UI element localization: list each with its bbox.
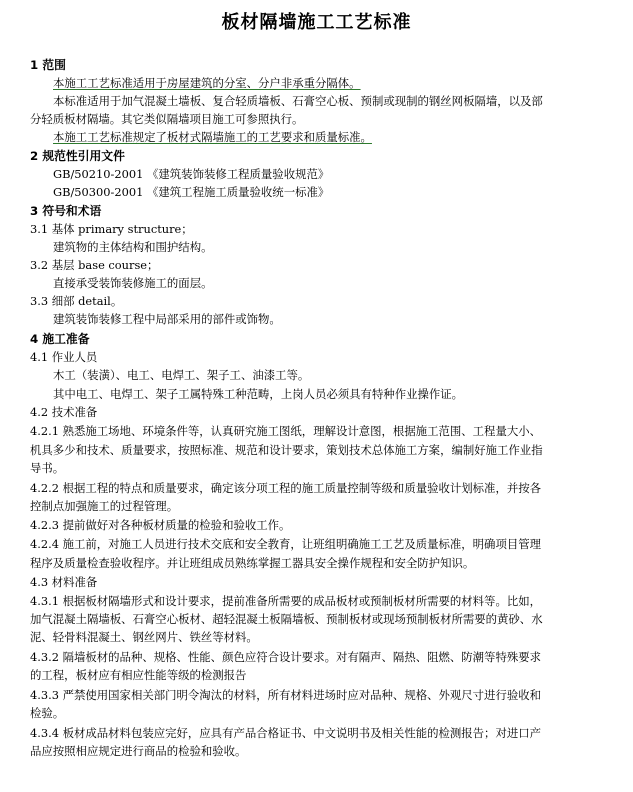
text-line: 3.3 细部 detail。 [30, 294, 123, 308]
text-line: 分轻质板材隔墙。其它类似隔墙项目施工可参照执行。 [30, 112, 304, 126]
text-line: 4.1 作业人员 [30, 350, 98, 364]
text-line: 4.3.1 根据板材隔墙形式和设计要求，提前准备所需要的成品板材或预制板材所需要的材料等。比如， [30, 594, 542, 608]
text-line: GB/50300-2001 《建筑工程施工质量验收统一标准》 [53, 185, 330, 199]
text-line: 4.2 技术准备 [30, 405, 98, 419]
document-title: 板材隔墙施工工艺标准 [221, 12, 412, 33]
section-heading: 4 施工准备 [30, 332, 90, 346]
text-line: 程序及质量检查验收程序。并让班组成员熟练掌握工器具安全操作规程和安全防护知识。 [30, 556, 475, 570]
text-line: 建筑装饰装修工程中局部采用的部件或饰物。 [53, 312, 281, 326]
text-line: 4.3.3 严禁使用国家相关部门明令淘汰的材料，所有材料进场时应对品种、规格、外观尺寸进行验收和 [30, 688, 542, 702]
text-line: 3.2 基层 base course； [30, 258, 159, 272]
text-line: 本施工工艺标准适用于房屋建筑的分室、分户非承重分隔体。 [53, 76, 361, 90]
text-line: 4.2.2 根据工程的特点和质量要求，确定该分项工程的施工质量控制等级和质量验收计划标准，并按各 [30, 481, 542, 495]
text-line: GB/50210-2001 《建筑装饰装修工程质量验收规范》 [53, 167, 330, 181]
text-line: 检验。 [30, 706, 65, 720]
text-line: 4.2.4 施工前，对施工人员进行技术交底和安全教育，让班组明确施工工艺及质量标准，明确项目管理 [30, 537, 542, 551]
text-line: 本标准适用于加气混凝土墙板、复合轻质墙板、石膏空心板、预制或现制的钢丝网板隔墙，以及部 [53, 94, 543, 108]
text-line: 3.1 基体 primary structure； [30, 222, 193, 236]
text-line: 建筑物的主体结构和围护结构。 [53, 240, 213, 254]
text-line: 控制点加强施工的过程管理。 [30, 499, 179, 513]
text-line: 的工程，板材应有相应性能等级的检测报告 [30, 668, 247, 682]
section-heading: 1 范围 [30, 58, 66, 72]
text-line: 木工（装潢）、电工、电焊工、架子工、油漆工等。 [53, 368, 310, 382]
text-line: 本施工工艺标准规定了板材式隔墙施工的工艺要求和质量标准。 [53, 130, 372, 144]
text-line: 导书。 [30, 461, 65, 475]
text-line: 品应按照相应规定进行商品的检验和验收。 [30, 744, 247, 758]
text-line: 直接承受装饰装修施工的面层。 [53, 276, 213, 290]
text-line: 泥、轻骨料混凝土、钢丝网片、铁丝等材料。 [30, 630, 258, 644]
text-line: 4.3.4 板材成品材料包装应完好，应具有产品合格证书、中文说明书及相关性能的检测报告；对进口产 [30, 726, 542, 740]
text-line: 4.2.1 熟悉施工场地、环境条件等，认真研究施工图纸，理解设计意图，根据施工范围、工程量大小、 [30, 424, 542, 438]
text-line: 其中电工、电焊工、架子工属特殊工种范畴，上岗人员必须具有特种作业操作证。 [53, 387, 464, 401]
text-line: 加气混凝土隔墙板、石膏空心板材、超轻混凝土板隔墙板、预制板材或现场预制板材所需要的黄砂、水 [30, 612, 543, 626]
section-heading: 3 符号和术语 [30, 204, 102, 218]
text-line: 4.2.3 提前做好对各种板材质量的检验和验收工作。 [30, 518, 291, 532]
section-heading: 2 规范性引用文件 [30, 149, 125, 163]
text-line: 4.3 材料准备 [30, 575, 98, 589]
text-line: 4.3.2 隔墙板材的品种、规格、性能、颜色应符合设计要求。对有隔声、隔热、阻燃、防潮等特殊要求 [30, 650, 542, 664]
text-line: 机具多少和技术、质量要求，按照标准、规范和设计要求，策划技术总体施工方案，编制好施工作业指 [30, 443, 543, 457]
